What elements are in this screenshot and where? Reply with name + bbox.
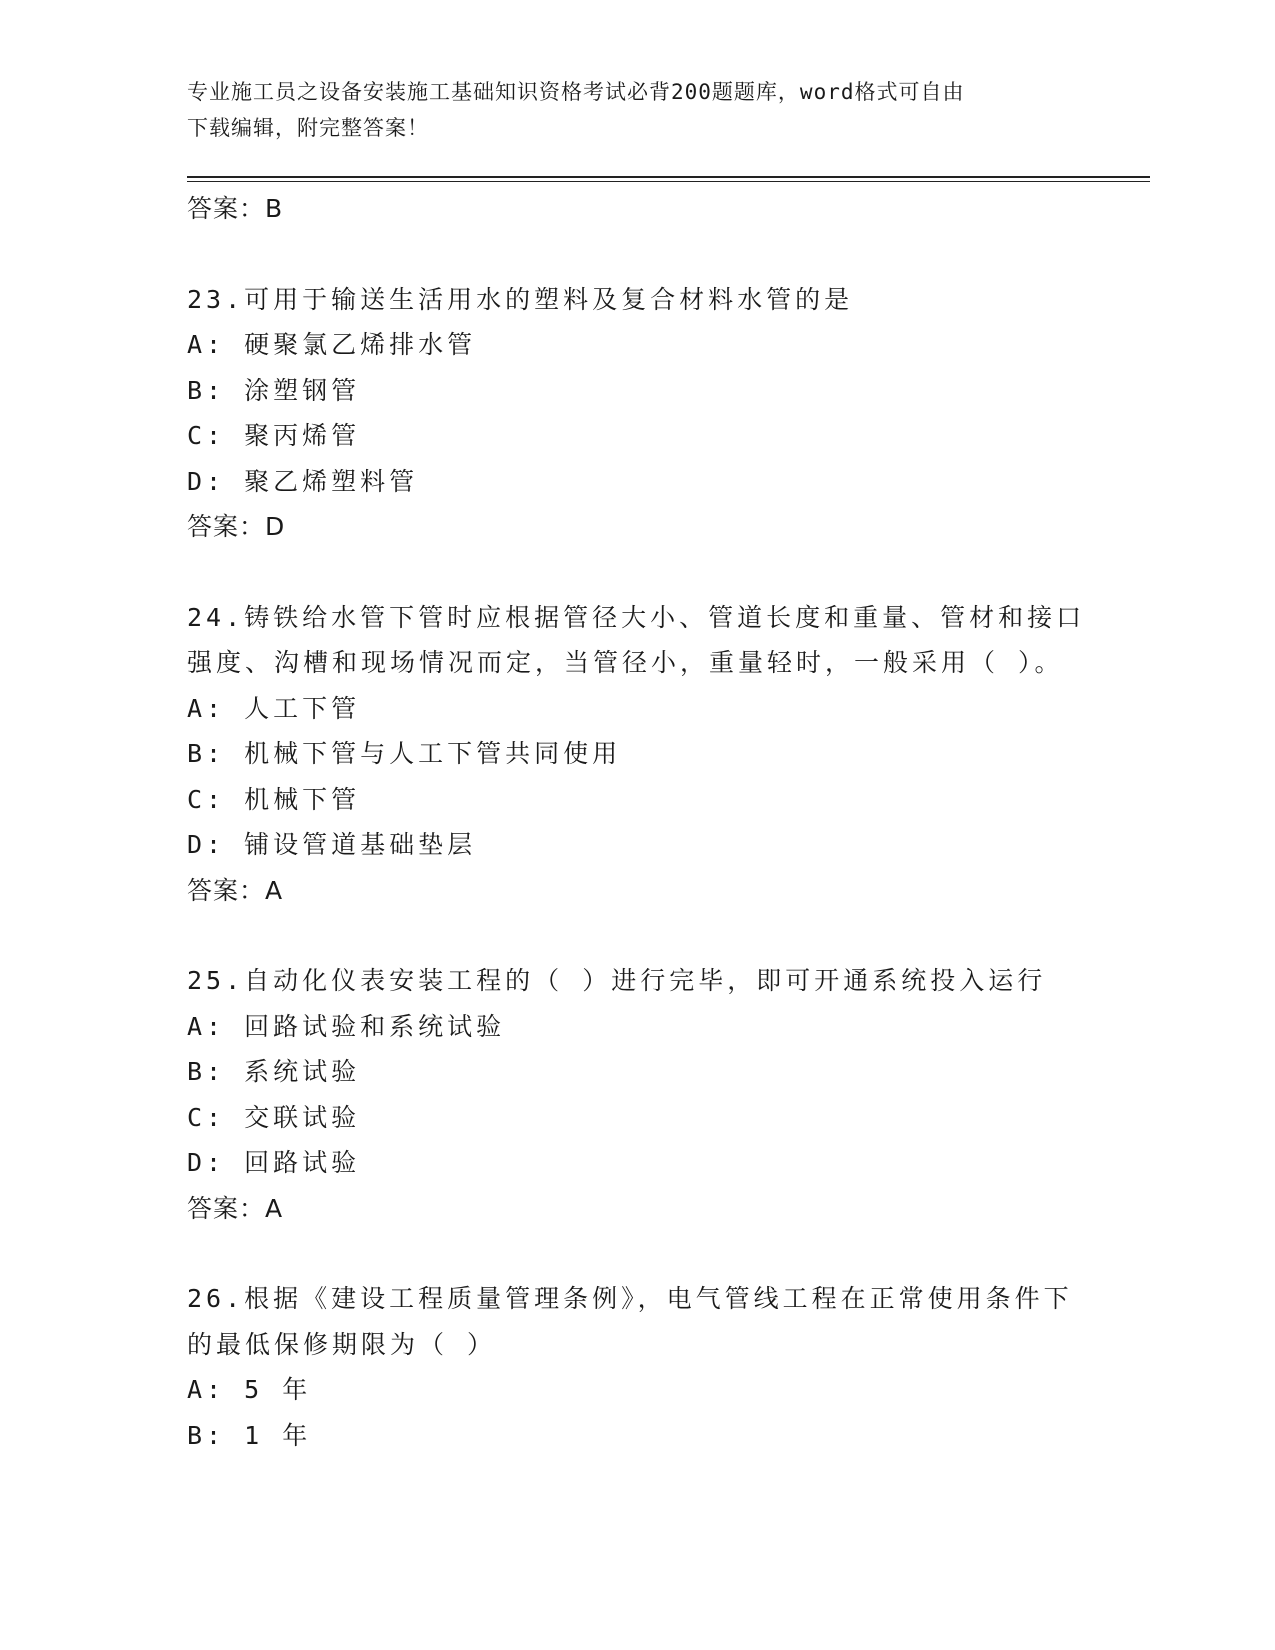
option-b: B: 系统试验 bbox=[187, 1057, 361, 1086]
header-line-2: 下载编辑，附完整答案！ bbox=[187, 116, 429, 140]
question-stem: 24.铸铁给水管下管时应根据管径大小、管道长度和重量、管材和接口 bbox=[187, 602, 1086, 632]
question-stem: 25.自动化仪表安装工程的（ ）进行完毕，即可开通系统投入运行 bbox=[187, 966, 1047, 995]
option-b: B: 1 年 bbox=[187, 1420, 312, 1450]
document-header bbox=[187, 74, 1087, 146]
option-d: D: 聚乙烯塑料管 bbox=[187, 466, 419, 496]
header-line-1: 专业施工员之设备安装施工基础知识资格考试必背200题题库，word格式可自由 bbox=[187, 80, 965, 104]
option-a: A: 5 年 bbox=[187, 1375, 312, 1404]
option-b: B: 涂塑钢管 bbox=[187, 375, 361, 405]
question-stem: 23.可用于输送生活用水的塑料及复合材料水管的是 bbox=[187, 284, 854, 314]
spacer bbox=[187, 913, 1107, 958]
option-a: A: 回路试验和系统试验 bbox=[187, 1011, 506, 1041]
question-block bbox=[187, 958, 1107, 1231]
option-c: C: 机械下管 bbox=[187, 784, 361, 814]
question-stem: 26.根据《建设工程质量管理条例》，电气管线工程在正常使用条件下 bbox=[187, 1284, 1073, 1313]
question-stem-continued: 的最低保修期限为（ ） bbox=[187, 1329, 497, 1359]
header-rule-thick bbox=[187, 176, 1150, 178]
answer: 答案：D bbox=[187, 512, 286, 541]
option-d: D: 回路试验 bbox=[187, 1148, 361, 1177]
previous-answer: 答案：B bbox=[187, 194, 284, 223]
header-rule-thin bbox=[187, 181, 1150, 182]
spacer bbox=[187, 232, 1107, 277]
question-block bbox=[187, 595, 1107, 914]
option-c: C: 聚丙烯管 bbox=[187, 421, 361, 450]
spacer bbox=[187, 1231, 1107, 1276]
answer: 答案：A bbox=[187, 1193, 284, 1223]
option-b: B: 机械下管与人工下管共同使用 bbox=[187, 739, 622, 768]
answer: 答案：A bbox=[187, 875, 284, 905]
spacer bbox=[187, 550, 1107, 595]
question-block bbox=[187, 277, 1107, 550]
question-stem-continued: 强度、沟槽和现场情况而定，当管径小，重量轻时，一般采用（ ）。 bbox=[187, 648, 1064, 677]
option-d: D: 铺设管道基础垫层 bbox=[187, 830, 477, 859]
option-c: C: 交联试验 bbox=[187, 1102, 361, 1132]
question-list bbox=[187, 186, 1107, 1458]
option-a: A: 人工下管 bbox=[187, 693, 361, 723]
question-block bbox=[187, 1276, 1107, 1458]
option-a: A: 硬聚氯乙烯排水管 bbox=[187, 330, 477, 359]
